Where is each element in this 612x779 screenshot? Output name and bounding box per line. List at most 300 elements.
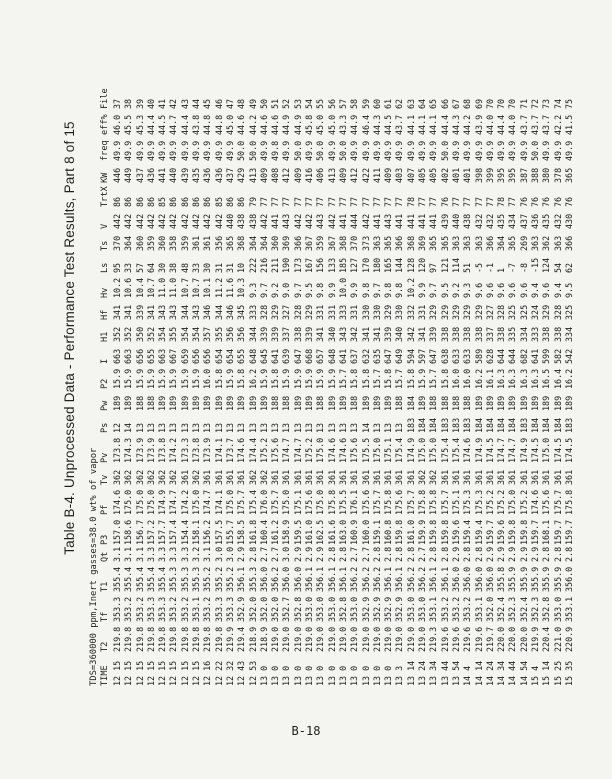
table-cell: 77	[326, 196, 337, 207]
table-cell: 54	[304, 98, 315, 109]
table-cell: 344	[179, 304, 190, 320]
table-cell: 441	[337, 213, 348, 229]
table-cell: 656	[191, 348, 202, 364]
table-cell: 13	[191, 422, 202, 433]
table-cell: 86	[236, 196, 247, 207]
table-cell: 649	[394, 348, 405, 364]
table-cell: 13 0	[292, 665, 303, 686]
table-row	[123, 87, 134, 686]
table-cell: 49.9	[484, 140, 495, 161]
table-cell: 648	[326, 348, 337, 364]
table-cell: 13 0	[270, 665, 281, 686]
table-cell: 175.7	[405, 489, 416, 515]
table-cell: 15.9	[168, 368, 179, 389]
table-cell: 46.0	[112, 114, 122, 135]
table-cell: 654	[213, 348, 224, 364]
table-cell: 77	[349, 196, 360, 207]
column-header: File	[100, 88, 110, 109]
table-cell: 3.1	[112, 546, 122, 562]
table-cell: 13 0	[337, 665, 348, 686]
table-cell: 633	[462, 348, 473, 364]
table-cell: 49.9	[304, 140, 315, 161]
table-cell: 124	[541, 257, 552, 273]
table-cell: 13	[202, 422, 213, 433]
table-cell: 159.7	[529, 519, 540, 545]
table-cell: 189	[247, 395, 258, 411]
table-cell: 11.0	[168, 277, 179, 298]
table-cell: 582	[552, 348, 563, 364]
table-cell: 183	[439, 417, 450, 433]
table-cell: 211	[270, 257, 281, 273]
table-cell: 189	[484, 395, 495, 411]
table-cell: 364	[496, 235, 507, 251]
table-cell: 15.8	[360, 368, 371, 389]
table-cell: 13 3	[394, 665, 405, 686]
table-cell: 12 22	[213, 660, 224, 686]
table-cell: 334	[518, 326, 529, 342]
table-cell: 353.3	[145, 596, 156, 622]
table-cell: 174.7	[507, 437, 518, 463]
table-cell: 30	[202, 262, 213, 273]
table-cell: 16.3	[496, 368, 507, 389]
table-cell: 49.9	[168, 140, 179, 161]
table-cell: 442	[157, 213, 168, 229]
table-cell: 353.0	[405, 596, 416, 622]
table-cell: 174.6	[337, 437, 348, 463]
table-cell: 13	[304, 422, 315, 433]
table-cell: 361	[337, 469, 348, 485]
table-cell: 356.1	[315, 566, 326, 592]
table-cell: 356.1	[428, 566, 439, 592]
table-cell: 188	[349, 395, 360, 411]
table-cell: 61	[383, 98, 394, 109]
table-cell: 15.7	[337, 368, 348, 389]
table-cell: 44.9	[349, 114, 360, 135]
table-cell: 174.9	[405, 437, 416, 463]
table-cell: 409	[258, 167, 269, 183]
table-cell: 353.2	[439, 596, 450, 622]
table-cell: 442	[191, 213, 202, 229]
table-cell: 76	[552, 196, 563, 207]
table-cell: 42	[168, 98, 179, 109]
table-cell: 269	[518, 235, 529, 251]
table-cell: 355.4	[123, 566, 134, 592]
table-cell: 62	[394, 98, 405, 109]
table-cell: 175.0	[541, 437, 552, 463]
table-cell: 441	[371, 213, 382, 229]
table-cell: 13 0	[383, 665, 394, 686]
table-cell: 33	[191, 262, 202, 273]
table-cell: 10.1	[202, 277, 213, 298]
table-row	[281, 87, 292, 686]
table-cell: 49.9	[405, 140, 416, 161]
table-cell: 49.9	[258, 140, 269, 161]
table-cell: 343	[191, 304, 202, 320]
table-cell: 355.4	[112, 566, 122, 592]
table-row	[135, 87, 146, 686]
table-cell: 184	[552, 417, 563, 433]
table-cell: 327	[484, 304, 495, 320]
table-cell: 401	[462, 167, 473, 183]
table-cell: 355.3	[191, 566, 202, 592]
table-cell: 175.2	[484, 489, 495, 515]
table-cell: 175.4	[394, 437, 405, 463]
table-cell: 353.3	[213, 596, 224, 622]
table-cell: 175.6	[304, 489, 315, 515]
table-cell: 45.0	[326, 114, 337, 135]
table-cell: 219.0	[394, 626, 405, 652]
table-cell: 219.0	[304, 626, 315, 652]
table-cell: 174.6	[529, 489, 540, 515]
table-cell: 56	[326, 98, 337, 109]
table-cell: -7	[507, 262, 518, 273]
table-cell: 77	[383, 196, 394, 207]
table-cell: 359	[315, 235, 326, 251]
table-cell: 49.9	[326, 140, 337, 161]
table-cell: 441	[157, 167, 168, 183]
table-cell: 175.0	[315, 437, 326, 463]
table-cell: 49.9	[541, 140, 552, 161]
table-row	[406, 87, 417, 686]
table-cell: 15.8	[383, 368, 394, 389]
table-row	[168, 87, 179, 686]
table-cell: 343	[157, 304, 168, 320]
table-cell: 183	[462, 417, 473, 433]
table-cell: 174.5	[563, 437, 574, 463]
table-cell: 329	[439, 304, 450, 320]
table-cell: 362	[258, 469, 269, 485]
column-header: freq	[100, 140, 110, 161]
table-cell: 444	[349, 213, 360, 229]
table-cell: 174.7	[292, 437, 303, 463]
table-cell: 175.0	[191, 489, 202, 515]
table-cell: 77	[394, 196, 405, 207]
table-cell: 362	[247, 469, 258, 485]
table-cell: -5	[473, 262, 484, 273]
table-cell: 74	[552, 98, 563, 109]
table-cell: 332	[405, 304, 416, 320]
table-cell: 13	[315, 422, 326, 433]
table-cell: 175.7	[371, 489, 382, 515]
table-cell: 174.6	[236, 437, 247, 463]
table-cell: 12 32	[224, 660, 235, 686]
table-cell: 13 0	[304, 665, 315, 686]
table-cell: 373	[360, 235, 371, 251]
table-cell: 637	[349, 348, 360, 364]
table-cell: 219.3	[428, 626, 439, 652]
table-cell: 57	[337, 98, 348, 109]
table-cell: 12 15	[145, 660, 156, 686]
table-cell: 356	[224, 326, 235, 342]
table-cell: 16.0	[450, 368, 461, 389]
table-cell: 356.1	[383, 566, 394, 592]
table-cell: 51	[462, 262, 473, 273]
table-cell: 220.0	[496, 626, 507, 652]
table-cell: 356.1	[394, 566, 405, 592]
table-cell: 341	[371, 326, 382, 342]
table-cell: 188	[281, 395, 292, 411]
table-cell: 361	[292, 469, 303, 485]
table-cell: 12 15	[123, 660, 134, 686]
table-cell: 49.9	[518, 140, 529, 161]
table-cell: 338	[450, 326, 461, 342]
table-cell: 3.1	[134, 546, 145, 562]
table-cell: 369	[281, 235, 292, 251]
table-cell: 219.0	[417, 626, 428, 652]
table-cell: 335	[507, 326, 518, 342]
table-cell: 11.6	[224, 277, 235, 298]
table-cell: 219.8	[191, 626, 202, 652]
table-cell: 219.0	[292, 626, 303, 652]
table-cell: 13	[247, 422, 258, 433]
table-cell: 183	[405, 417, 416, 433]
table-cell: 361	[450, 469, 461, 485]
table-row	[394, 87, 405, 686]
table-cell: 38	[168, 262, 179, 273]
table-cell: 219.4	[236, 626, 247, 652]
table-cell: 343	[337, 326, 348, 342]
table-cell: 395	[496, 167, 507, 183]
table-cell: 189	[529, 395, 540, 411]
table-cell: 77	[450, 196, 461, 207]
table-cell: 189	[563, 395, 574, 411]
table-cell: 174.6	[112, 489, 122, 515]
table-cell: 325	[507, 304, 518, 320]
table-cell: 2.8	[383, 546, 394, 562]
table-cell: 380	[541, 167, 552, 183]
table-cell: 360	[134, 235, 145, 251]
table-cell: 9.6	[507, 282, 518, 298]
table-cell: 352.3	[529, 596, 540, 622]
table-cell: 401	[450, 167, 461, 183]
table-cell: 77	[304, 196, 315, 207]
table-cell: 435	[541, 213, 552, 229]
table-cell: 43.7	[541, 114, 552, 135]
table-cell: 3.3	[157, 546, 168, 562]
table-cell: 354	[179, 326, 190, 342]
table-cell: 157.5	[213, 519, 224, 545]
table-cell: 352.7	[281, 596, 292, 622]
table-cell: 188	[428, 395, 439, 411]
table-cell: 338	[541, 326, 552, 342]
table-cell: 668	[304, 348, 315, 364]
table-cell: 40	[145, 98, 156, 109]
table-cell: 9.9	[326, 282, 337, 298]
table-cell: 58	[349, 98, 360, 109]
table-cell: 219.6	[450, 626, 461, 652]
table-cell: 356.0	[281, 566, 292, 592]
table-cell: 353.3	[157, 596, 168, 622]
table-cell: 188	[145, 395, 156, 411]
table-cell: 16.2	[563, 368, 574, 389]
table-row	[304, 87, 315, 686]
table-cell: 13	[258, 422, 269, 433]
table-cell: 30	[157, 262, 168, 273]
table-cell: 159.9	[417, 519, 428, 545]
table-cell: 356.2	[417, 566, 428, 592]
table-cell: 189	[518, 395, 529, 411]
table-cell: 367	[326, 235, 337, 251]
table-cell: 15.8	[439, 368, 450, 389]
table-cell: 48	[179, 262, 190, 273]
table-cell: 44.4	[145, 114, 156, 135]
table-cell: 68	[462, 98, 473, 109]
table-cell: 354	[157, 326, 168, 342]
table-cell: 363	[529, 235, 540, 251]
column-header: Hf	[100, 309, 110, 320]
table-cell: 173.8	[191, 437, 202, 463]
table-cell: 325	[518, 304, 529, 320]
table-cell: 43	[179, 98, 190, 109]
table-cell: 188	[462, 395, 473, 411]
table-cell: 416	[304, 167, 315, 183]
table-row	[474, 87, 485, 686]
table-cell: 16.2	[247, 368, 258, 389]
table-cell: 440	[168, 167, 179, 183]
table-cell: 77	[315, 196, 326, 207]
table-cell: 356.0	[450, 566, 461, 592]
table-cell: 13	[326, 422, 337, 433]
table-cell: 338	[552, 326, 563, 342]
table-cell: 442	[202, 213, 213, 229]
table-cell: 44.7	[168, 114, 179, 135]
table-cell: 15.8	[405, 368, 416, 389]
table-cell: 158.9	[281, 519, 292, 545]
table-cell: 362	[191, 469, 202, 485]
table-row	[383, 87, 394, 686]
table-cell: 10.0	[337, 277, 348, 298]
table-cell: 220.0	[507, 626, 518, 652]
table-cell: -1	[484, 262, 495, 273]
table-cell: 338	[496, 326, 507, 342]
page-number: B-18	[291, 724, 321, 738]
table-cell: 405	[428, 167, 439, 183]
table-cell: 352.8	[337, 596, 348, 622]
table-cell: 184	[428, 417, 439, 433]
table-cell: 175.0	[417, 437, 428, 463]
table-cell: 352.0	[258, 596, 269, 622]
table-cell: 330	[394, 304, 405, 320]
table-row	[248, 87, 259, 686]
table-cell: 45	[202, 98, 213, 109]
table-cell: 2.7	[258, 546, 269, 562]
table-cell: 361	[541, 469, 552, 485]
table-cell: 175.1	[450, 489, 461, 515]
table-cell: 337	[484, 326, 495, 342]
table-cell: 175.6	[360, 489, 371, 515]
table-cell: 174.4	[247, 437, 258, 463]
table-cell: 15.7	[428, 368, 439, 389]
table-cell: 54	[552, 262, 563, 273]
table-cell: 9.6	[473, 282, 484, 298]
table-cell: 2.9	[484, 546, 495, 562]
table-cell: 399	[484, 167, 495, 183]
table-cell: 158.6	[123, 519, 134, 545]
column-header: P3	[100, 534, 110, 545]
table-cell: 175.5	[337, 489, 348, 515]
table-cell: 356.2	[270, 566, 281, 592]
table-cell: 2.8	[552, 546, 563, 562]
table-cell: 656	[134, 348, 145, 364]
table-cell: 365	[428, 235, 439, 251]
table-cell: 219.7	[484, 626, 495, 652]
table-cell: 408	[270, 167, 281, 183]
table-cell: 10.7	[145, 277, 156, 298]
table-cell: 655	[236, 348, 247, 364]
table-cell: 16.4	[552, 368, 563, 389]
table-row	[327, 87, 338, 686]
table-cell: 9.3	[247, 282, 258, 298]
table-cell: 184	[507, 417, 518, 433]
table-cell: 10.6	[123, 277, 134, 298]
table-cell: 353.0	[417, 596, 428, 622]
table-cell: 69	[473, 98, 484, 109]
table-cell: 189	[168, 395, 179, 411]
table-cell: 352.0	[270, 596, 281, 622]
table-cell: 13 0	[326, 665, 337, 686]
table-cell: 15.9	[145, 368, 156, 389]
table-cell: 43.8	[191, 114, 202, 135]
table-cell: 387	[518, 167, 529, 183]
table-cell: 127	[349, 257, 360, 273]
table-cell: 49.9	[191, 140, 202, 161]
table-cell: 13 0	[258, 665, 269, 686]
table-row	[270, 87, 281, 686]
table-cell: 174.7	[496, 437, 507, 463]
table-cell: 10.2	[405, 277, 416, 298]
table-row	[428, 87, 439, 686]
table-cell: 9.7	[292, 282, 303, 298]
table-cell: 45.5	[123, 114, 134, 135]
table-cell: 159.5	[292, 519, 303, 545]
table-cell: 45.0	[224, 114, 235, 135]
table-row	[293, 87, 304, 686]
table-cell: 77	[484, 196, 495, 207]
table-cell: 2.9	[507, 546, 518, 562]
table-cell: 9.8	[360, 282, 371, 298]
table-cell: 15.9	[123, 368, 134, 389]
table-cell: 175.4	[439, 437, 450, 463]
table-cell: 340	[326, 326, 337, 342]
table-cell: 3.0	[213, 546, 224, 562]
table-cell: 352.9	[371, 596, 382, 622]
table-cell: 49.9	[507, 140, 518, 161]
table-cell: 412	[281, 167, 292, 183]
table-cell: 355.3	[179, 566, 190, 592]
table-row	[338, 87, 349, 686]
column-header: Hv	[100, 287, 110, 298]
table-cell: 13	[179, 422, 190, 433]
table-cell: 659	[179, 348, 190, 364]
table-cell: 441	[405, 213, 416, 229]
table-cell: 356.1	[326, 566, 337, 592]
table-cell: 597	[417, 348, 428, 364]
table-cell: 361	[518, 469, 529, 485]
table-row	[530, 87, 541, 686]
table-cell: 13 54	[450, 660, 461, 686]
table-cell: 159.7	[563, 519, 574, 545]
table-cell: 663	[157, 348, 168, 364]
table-cell: 175.6	[349, 437, 360, 463]
table-cell: 49.9	[179, 140, 190, 161]
table-row	[361, 87, 372, 686]
table-cell: 9.6	[496, 282, 507, 298]
table-cell: 160.0	[360, 519, 371, 545]
table-cell: 339	[270, 326, 281, 342]
table-cell: 436	[213, 167, 224, 183]
table-cell: 13	[371, 422, 382, 433]
table-cell: 10.7	[191, 277, 202, 298]
